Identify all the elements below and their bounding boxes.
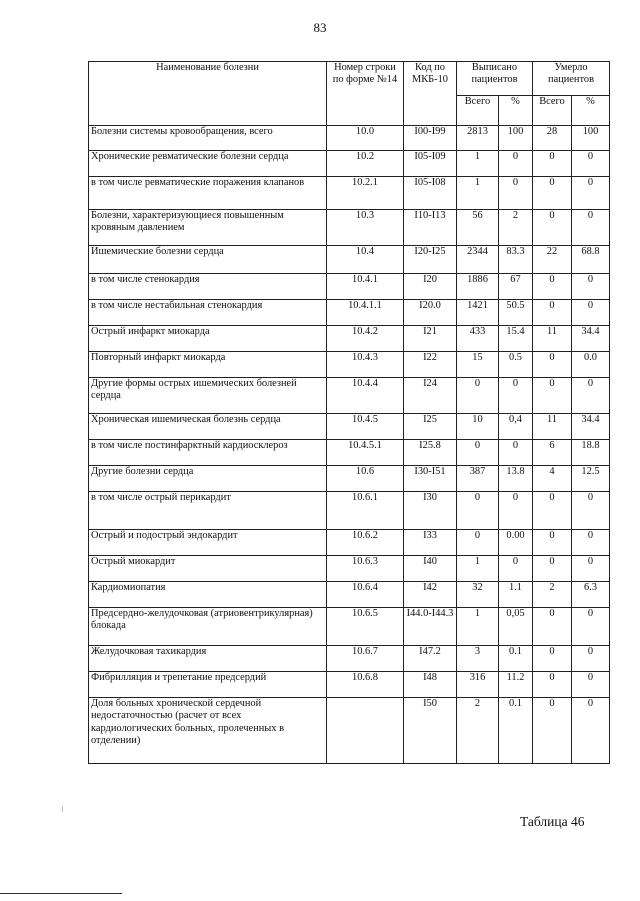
disease-name-cell: Острый и подострый эндокардит — [89, 530, 327, 556]
discharged-total-cell: 433 — [457, 326, 499, 352]
died-total-cell: 0 — [533, 151, 572, 177]
row-number-cell: 10.6.3 — [327, 556, 404, 582]
died-percent-cell: 0 — [572, 646, 610, 672]
row-number-cell: 10.4.5.1 — [327, 440, 404, 466]
icd-code-cell: I20.0 — [404, 300, 457, 326]
disease-name-cell: Болезни системы кровообращения, всего — [89, 126, 327, 151]
header-row-number: Номер строки по форме №14 — [327, 62, 404, 126]
disease-name-cell: Хроническая ишемическая болезнь сердца — [89, 414, 327, 440]
disease-name-cell: Предсердно-желудочковая (атриовентрикулярная) блокада — [89, 608, 327, 646]
died-percent-cell: 0 — [572, 378, 610, 414]
row-number-cell: 10.4.1 — [327, 274, 404, 300]
discharged-percent-cell: 0.00 — [499, 530, 533, 556]
table-row — [89, 672, 610, 698]
row-number-cell: 10.0 — [327, 126, 404, 151]
table-row — [89, 466, 610, 492]
table-row — [89, 300, 610, 326]
discharged-total-cell: 1 — [457, 556, 499, 582]
row-number-cell: 10.6.4 — [327, 582, 404, 608]
icd-code-cell: I05-I09 — [404, 151, 457, 177]
died-total-cell: 28 — [533, 126, 572, 151]
disease-name-cell: Ишемические болезни сердца — [89, 246, 327, 274]
discharged-percent-cell: 0 — [499, 177, 533, 210]
died-percent-cell: 0 — [572, 608, 610, 646]
discharged-percent-cell: 0 — [499, 378, 533, 414]
died-percent-cell: 34.4 — [572, 414, 610, 440]
died-total-cell: 0 — [533, 672, 572, 698]
table-row — [89, 274, 610, 300]
icd-code-cell: I24 — [404, 378, 457, 414]
disease-name-cell: Болезни, характеризующиеся повышенным кровяным давлением — [89, 210, 327, 246]
disease-name-cell: Желудочковая тахикардия — [89, 646, 327, 672]
table-row — [89, 698, 610, 764]
disease-name-cell: Фибрилляция и трепетание предсердий — [89, 672, 327, 698]
died-percent-cell: 0 — [572, 300, 610, 326]
died-total-cell: 11 — [533, 414, 572, 440]
footnote-separator — [0, 893, 122, 894]
died-percent-cell: 0.0 — [572, 352, 610, 378]
discharged-percent-cell: 0 — [499, 492, 533, 530]
row-number-cell: 10.6.1 — [327, 492, 404, 530]
disease-name-cell: в том числе ревматические поражения клапанов — [89, 177, 327, 210]
table-row — [89, 646, 610, 672]
discharged-percent-cell: 50.5 — [499, 300, 533, 326]
discharged-percent-cell: 83.3 — [499, 246, 533, 274]
discharged-total-cell: 1421 — [457, 300, 499, 326]
disease-name-cell: в том числе постинфарктный кардиосклероз — [89, 440, 327, 466]
died-percent-cell: 34.4 — [572, 326, 610, 352]
discharged-percent-cell: 0 — [499, 440, 533, 466]
died-percent-cell: 0 — [572, 530, 610, 556]
header-died: Умерло пациентов — [533, 62, 610, 96]
died-total-cell: 0 — [533, 492, 572, 530]
discharged-total-cell: 316 — [457, 672, 499, 698]
page-number: 83 — [313, 20, 327, 35]
discharged-total-cell: 10 — [457, 414, 499, 440]
discharged-percent-cell: 67 — [499, 274, 533, 300]
icd-code-cell: I20-I25 — [404, 246, 457, 274]
row-number-cell: 10.4 — [327, 246, 404, 274]
icd-code-cell: I25 — [404, 414, 457, 440]
discharged-percent-cell: 1.1 — [499, 582, 533, 608]
disease-name-cell: Острый миокардит — [89, 556, 327, 582]
icd-code-cell: I25.8 — [404, 440, 457, 466]
discharged-total-cell: 3 — [457, 646, 499, 672]
header-discharged-total: Всего — [457, 96, 499, 126]
table-row — [89, 492, 610, 530]
table-row — [89, 151, 610, 177]
died-total-cell: 2 — [533, 582, 572, 608]
disease-name-cell: в том числе нестабильная стенокардия — [89, 300, 327, 326]
discharged-total-cell: 56 — [457, 210, 499, 246]
discharged-total-cell: 1886 — [457, 274, 499, 300]
row-number-cell: 10.6 — [327, 466, 404, 492]
discharged-total-cell: 15 — [457, 352, 499, 378]
row-number-cell: 10.3 — [327, 210, 404, 246]
table-row — [89, 326, 610, 352]
disease-name-cell: Доля больных хронической сердечной недостаточностью (расчет от всех кардиологических больных, пролеченных в отделении) — [89, 698, 327, 764]
discharged-percent-cell: 2 — [499, 210, 533, 246]
row-number-cell: 10.2.1 — [327, 177, 404, 210]
died-percent-cell: 12.5 — [572, 466, 610, 492]
died-percent-cell: 100 — [572, 126, 610, 151]
table-body — [89, 126, 610, 764]
icd-code-cell: I22 — [404, 352, 457, 378]
discharged-percent-cell: 15.4 — [499, 326, 533, 352]
header-died-percent: % — [572, 96, 610, 126]
icd-code-cell: I00-I99 — [404, 126, 457, 151]
table-row — [89, 414, 610, 440]
header-row — [89, 62, 610, 96]
icd-code-cell: I10-I13 — [404, 210, 457, 246]
died-percent-cell: 0 — [572, 698, 610, 764]
table-row — [89, 582, 610, 608]
discharged-total-cell: 0 — [457, 440, 499, 466]
icd-code-cell: I50 — [404, 698, 457, 764]
died-percent-cell: 0 — [572, 177, 610, 210]
disease-name-cell: Хронические ревматические болезни сердца — [89, 151, 327, 177]
table-row — [89, 126, 610, 151]
header-discharged-percent: % — [499, 96, 533, 126]
margin-mark — [62, 806, 63, 812]
table-row — [89, 177, 610, 210]
row-number-cell: 10.4.1.1 — [327, 300, 404, 326]
row-number-cell: 10.6.8 — [327, 672, 404, 698]
discharged-percent-cell: 0,4 — [499, 414, 533, 440]
discharged-percent-cell: 0,05 — [499, 608, 533, 646]
table-row — [89, 246, 610, 274]
header-died-total: Всего — [533, 96, 572, 126]
died-total-cell: 6 — [533, 440, 572, 466]
disease-name-cell: Острый инфаркт миокарда — [89, 326, 327, 352]
died-percent-cell: 68.8 — [572, 246, 610, 274]
died-total-cell: 11 — [533, 326, 572, 352]
row-number-cell: 10.2 — [327, 151, 404, 177]
died-total-cell: 0 — [533, 530, 572, 556]
died-percent-cell: 0 — [572, 274, 610, 300]
icd-code-cell: I20 — [404, 274, 457, 300]
row-number-cell: 10.4.4 — [327, 378, 404, 414]
icd-code-cell: I44.0-I44.3 — [404, 608, 457, 646]
icd-code-cell: I47.2 — [404, 646, 457, 672]
icd-code-cell: I05-I08 — [404, 177, 457, 210]
table-row — [89, 210, 610, 246]
discharged-total-cell: 2 — [457, 698, 499, 764]
discharged-percent-cell: 13.8 — [499, 466, 533, 492]
died-percent-cell: 0 — [572, 151, 610, 177]
row-number-cell: 10.4.5 — [327, 414, 404, 440]
died-total-cell: 22 — [533, 246, 572, 274]
row-number-cell: 10.6.5 — [327, 608, 404, 646]
died-total-cell: 0 — [533, 646, 572, 672]
discharged-total-cell: 0 — [457, 378, 499, 414]
discharged-total-cell: 1 — [457, 177, 499, 210]
discharged-percent-cell: 0 — [499, 556, 533, 582]
discharged-percent-cell: 0 — [499, 151, 533, 177]
disease-name-cell: в том числе стенокардия — [89, 274, 327, 300]
died-total-cell: 0 — [533, 177, 572, 210]
died-percent-cell: 0 — [572, 556, 610, 582]
discharged-percent-cell: 0.5 — [499, 352, 533, 378]
died-total-cell: 4 — [533, 466, 572, 492]
table-row — [89, 352, 610, 378]
table-row — [89, 378, 610, 414]
discharged-total-cell: 2813 — [457, 126, 499, 151]
died-total-cell: 0 — [533, 698, 572, 764]
died-percent-cell: 0 — [572, 492, 610, 530]
disease-name-cell: Кардиомиопатия — [89, 582, 327, 608]
row-number-cell: 10.4.3 — [327, 352, 404, 378]
died-total-cell: 0 — [533, 608, 572, 646]
disease-name-cell: в том числе острый перикардит — [89, 492, 327, 530]
row-number-cell — [327, 698, 404, 764]
icd-code-cell: I33 — [404, 530, 457, 556]
discharged-total-cell: 2344 — [457, 246, 499, 274]
icd-code-cell: I48 — [404, 672, 457, 698]
table-row — [89, 608, 610, 646]
died-total-cell: 0 — [533, 274, 572, 300]
discharged-percent-cell: 0.1 — [499, 698, 533, 764]
table-row — [89, 530, 610, 556]
header-disease-name: Наименование болезни — [89, 62, 327, 126]
discharged-total-cell: 32 — [457, 582, 499, 608]
discharged-total-cell: 1 — [457, 151, 499, 177]
discharged-percent-cell: 100 — [499, 126, 533, 151]
discharged-percent-cell: 11.2 — [499, 672, 533, 698]
died-percent-cell: 0 — [572, 672, 610, 698]
row-number-cell: 10.4.2 — [327, 326, 404, 352]
discharged-total-cell: 0 — [457, 530, 499, 556]
disease-name-cell: Другие формы острых ишемических болезней сердца — [89, 378, 327, 414]
icd-code-cell: I40 — [404, 556, 457, 582]
discharged-percent-cell: 0.1 — [499, 646, 533, 672]
died-total-cell: 0 — [533, 378, 572, 414]
discharged-total-cell: 1 — [457, 608, 499, 646]
died-total-cell: 0 — [533, 300, 572, 326]
icd-code-cell: I42 — [404, 582, 457, 608]
icd-code-cell: I21 — [404, 326, 457, 352]
discharged-total-cell: 387 — [457, 466, 499, 492]
row-number-cell: 10.6.7 — [327, 646, 404, 672]
disease-statistics-table — [88, 61, 610, 764]
row-number-cell: 10.6.2 — [327, 530, 404, 556]
died-total-cell: 0 — [533, 556, 572, 582]
died-total-cell: 0 — [533, 352, 572, 378]
disease-name-cell: Другие болезни сердца — [89, 466, 327, 492]
table-caption: Таблица 46 — [520, 814, 585, 829]
icd-code-cell: I30 — [404, 492, 457, 530]
table-row — [89, 440, 610, 466]
died-total-cell: 0 — [533, 210, 572, 246]
died-percent-cell: 18.8 — [572, 440, 610, 466]
died-percent-cell: 0 — [572, 210, 610, 246]
died-percent-cell: 6.3 — [572, 582, 610, 608]
discharged-total-cell: 0 — [457, 492, 499, 530]
table-row — [89, 556, 610, 582]
icd-code-cell: I30-I51 — [404, 466, 457, 492]
header-discharged: Выписано пациентов — [457, 62, 533, 96]
disease-name-cell: Повторный инфаркт миокарда — [89, 352, 327, 378]
header-icd-code: Код по МКБ-10 — [404, 62, 457, 126]
